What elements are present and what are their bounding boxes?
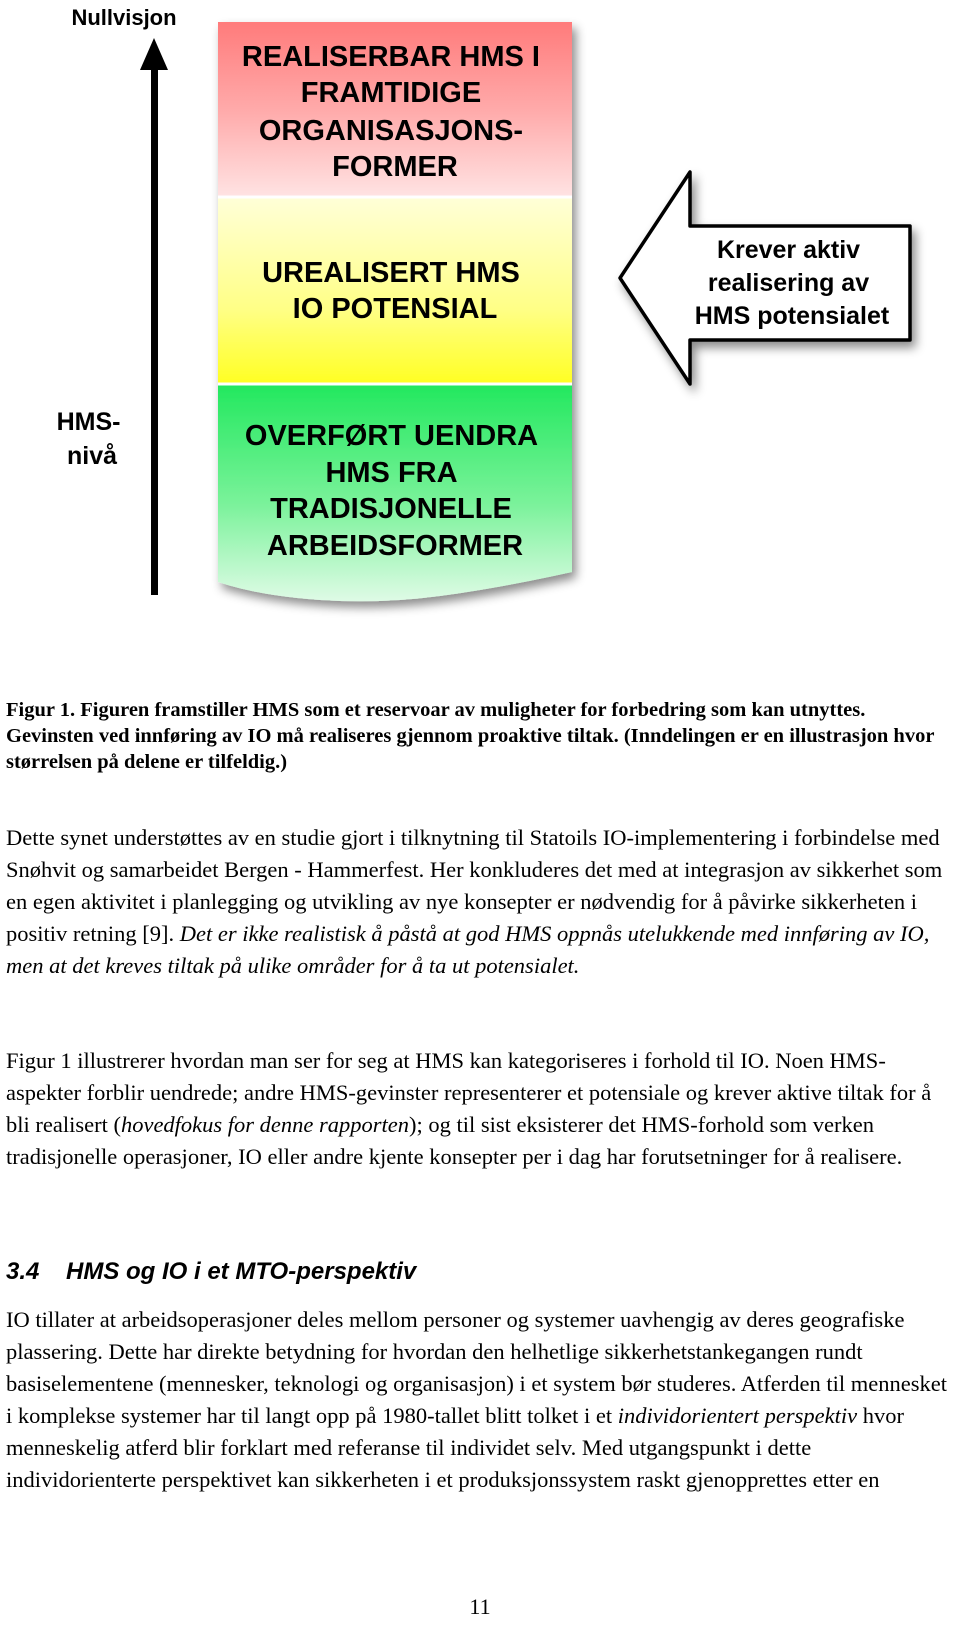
segment-green-line-2: HMS FRA	[325, 457, 457, 489]
arrow-label	[695, 236, 890, 330]
paragraph-3-italic: individorientert perspektiv	[617, 1403, 858, 1428]
hms-reservoir-figure	[0, 0, 960, 660]
up-arrow-icon	[140, 38, 168, 595]
axis-label-line-2: nivå	[66, 442, 118, 470]
section-title: HMS og IO i et MTO-perspektiv	[66, 1258, 417, 1285]
paragraph-3	[6, 1304, 956, 1496]
segment-yellow-line-2: IO POTENSIAL	[292, 293, 498, 325]
figure-caption: Figur 1. Figuren framstiller HMS som et reservoar av muligheter for forbedring som kan utnyttes. Gevinsten ved innføring av IO må realiseres gjennom proaktive tiltak. (Inndelingen er en illustrasjon hvor størrelsen på delene er tilfeldig.)	[6, 699, 935, 773]
segment-yellow-line-1: UREALISERT HMS	[262, 257, 520, 289]
segment-green-line-3: TRADISJONELLE	[270, 493, 512, 525]
paragraph-2-italic: hovedfokus for denne rapporten	[120, 1112, 410, 1137]
arrow-label-line-1: Krever aktiv	[716, 236, 861, 264]
paragraph-3-text-a: IO tillater at arbeidsoperasjoner deles mellom personer og systemer uavhengig av deres geografiske plassering. Dette har direkte betydning for hvordan den helhetlige sikkerhetstankegangen rundt basiselementene (mennesker, teknologi og organisasjon) i et system bør studeres. Atferden til mennesket i komplekse systemer har til langt opp på 1980-tallet blitt tolket i et	[6, 1307, 947, 1428]
paragraph-1	[6, 822, 956, 982]
segment-green-line-4: ARBEIDSFORMER	[266, 530, 524, 562]
paragraph-2-text-a: Figur 1 illustrerer hvordan man ser for seg at HMS kan kategoriseres i forhold til IO. Noen HMS-aspekter forblir uendrede; andre HMS-gevinster representerer et potensiale og krever aktive tiltak for å bli realisert (	[6, 1048, 932, 1137]
section-heading	[6, 1258, 416, 1286]
section-number: 3.4	[6, 1258, 40, 1285]
arrow-label-line-2: realisering av	[707, 269, 870, 297]
segment-red-line-3: ORGANISASJONS-	[258, 115, 524, 147]
axis-label-line-1: HMS-	[56, 408, 121, 436]
paragraph-1-italic: Det er ikke realistisk å påstå at god HMS oppnås utelukkende med innføring av IO, men at det kreves tiltak på ulike områder for å ta ut potensialet.	[6, 921, 930, 978]
paragraph-2	[6, 1045, 956, 1173]
segment-red-line-2: FRAMTIDIGE	[300, 77, 482, 109]
arrow-label-line-3: HMS potensialet	[694, 302, 890, 330]
segment-red-line-4: FORMER	[332, 151, 458, 183]
axis-label	[57, 408, 128, 470]
paragraph-2-text-b: ); og til sist eksisterer det HMS-forhold som verken tradisjonelle operasjoner, IO eller andre kjente konsepter per i dag har forutsetninger for å realisere.	[6, 1112, 903, 1169]
segment-yellow	[218, 197, 572, 384]
paragraph-3-text-b: hvor menneskelig atferd blir forklart med referanse til individet selv. Med utgangspunkt i dette individorienterte perspektivet kan sikkerheten i et produksjonssystem raskt gjenopprettes etter en	[6, 1403, 904, 1492]
page-number: 11	[469, 1594, 491, 1619]
segment-red-line-1: REALISERBAR HMS I	[241, 41, 541, 73]
segment-green-line-1: OVERFØRT UENDRA	[244, 420, 538, 452]
paragraph-1-text: Dette synet understøttes av en studie gjort i tilknytning til Statoils IO-implementering i forbindelse med Snøhvit og samarbeidet Bergen - Hammerfest. Her konkluderes det med at integrasjon av sikkerhet som en egen aktivitet i planlegging og utvikling av nye konsepter er nødvendig for å påvirke sikkerheten i positiv retning [9].	[6, 825, 943, 946]
top-label: Nullvisjon	[71, 5, 177, 30]
